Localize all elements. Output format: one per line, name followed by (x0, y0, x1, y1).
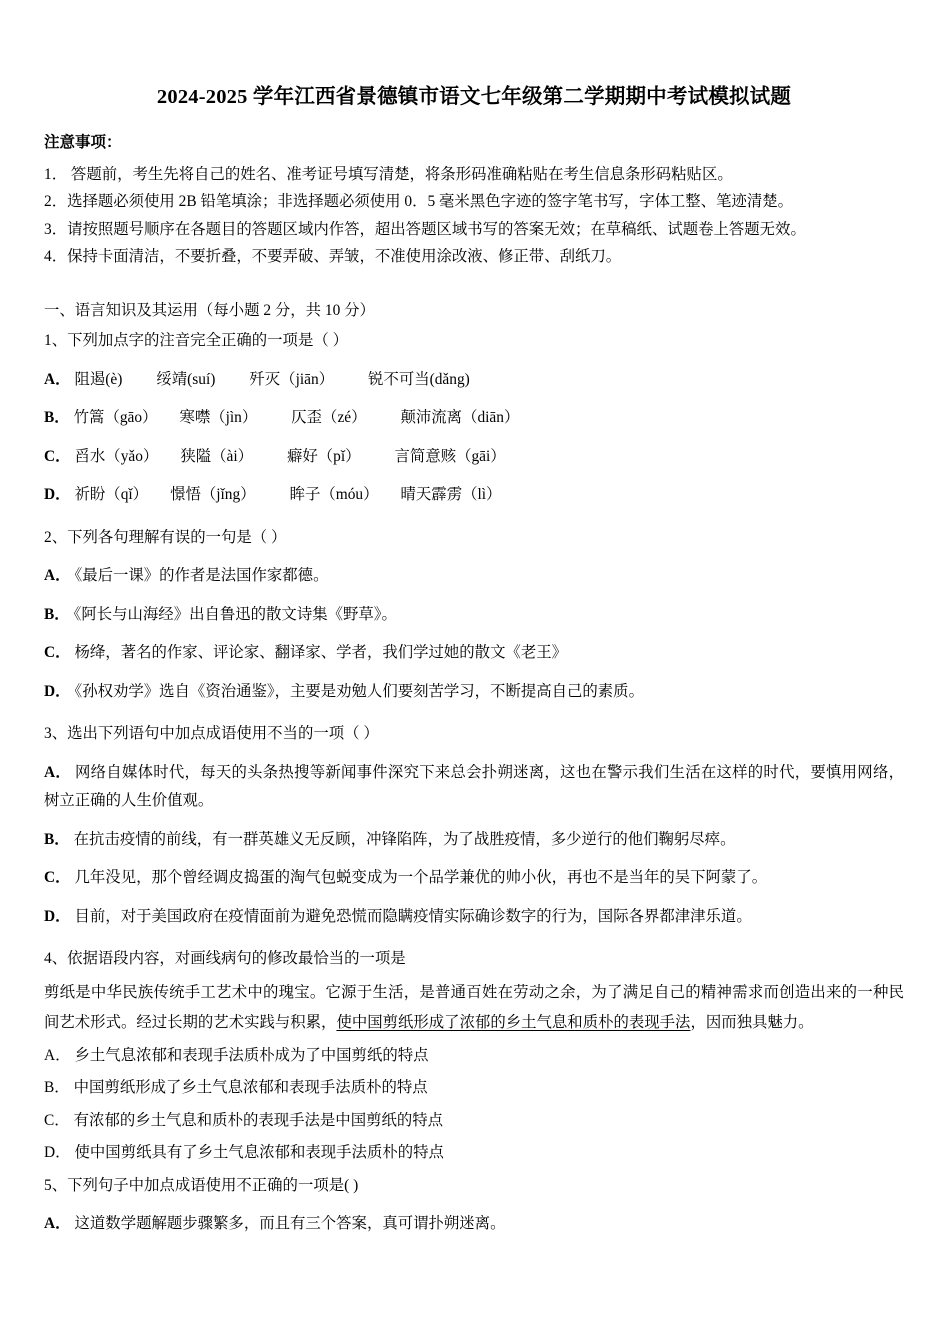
page-title: 2024-2025 学年江西省景德镇市语文七年级第二学期期中考试模拟试题 (156, 86, 792, 108)
option-part: 晴天霹雳（lì） (400, 486, 502, 504)
question-3-option-d (44, 903, 904, 932)
question-4-stem: 4、依据语段内容，对画线病句的修改最恰当的一项是 (44, 950, 406, 968)
question-2-stem: 2、下列各句理解有误的一句是（ ） (44, 528, 287, 546)
question-3-stem: 3、选出下列语句中加点成语使用不当的一项（ ） (44, 725, 379, 743)
option-label: B． (44, 605, 70, 623)
question-3-option-a (44, 759, 904, 816)
option-text: 中国剪纸形成了乡土气息浓郁和表现手法质朴的特点 (73, 1079, 428, 1097)
option-label: C． (44, 1111, 70, 1129)
option-text: 在抗击疫情的前线，有一群英雄义无反顾，冲锋陷阵，为了战胜疫情，多少逆行的他们鞠躬尽瘁。 (73, 830, 736, 848)
option-label: C． (44, 644, 71, 662)
question-1-option-c (44, 443, 904, 472)
notice-item: 1． 答题前，考生先将自己的姓名、准考证号填写清楚，将条形码准确粘贴在考生信息条形码粘贴区。 (44, 165, 733, 183)
option-text: 乡土气息浓郁和表现手法质朴成为了中国剪纸的特点 (74, 1046, 429, 1064)
option-label: D． (44, 486, 71, 504)
option-text: 《阿长与山海经》出自鲁迅的散文诗集《野草》。 (73, 605, 397, 623)
option-label: B． (44, 830, 70, 848)
option-part: 祈盼（qǐ） (74, 486, 149, 504)
notice-item: 3．请按照题号顺序在各题目的答题区域内作答，超出答题区域书写的答案无效；在草稿纸、试题卷上答题无效。 (44, 220, 806, 238)
option-label: C． (44, 447, 71, 465)
option-text: 有浓郁的乡土气息和质朴的表现手法是中国剪纸的特点 (73, 1111, 444, 1129)
option-part: 绥靖(suí) (156, 370, 216, 388)
option-part: 仄歪（zé） (291, 409, 367, 427)
option-part: 癖好（pǐ） (286, 447, 361, 465)
question-2-option-b (44, 601, 904, 630)
option-label: A． (44, 567, 71, 585)
question-1-option-d (44, 481, 904, 510)
option-text: 杨绛，著名的作家、评论家、翻译家、学者，我们学过她的散文《老王》 (74, 644, 568, 662)
option-part: 歼灭（jiān） (249, 370, 335, 388)
question-4-option-a (44, 1042, 904, 1071)
question-2-option-c (44, 639, 904, 668)
question-1-option-b (44, 404, 904, 433)
question-1-stem: 1、下列加点字的注音完全正确的一项是（ ） (44, 332, 348, 350)
question-2-option-d (44, 678, 904, 707)
notice-item: 2．选择题必须使用 2B 铅笔填涂；非选择题必须使用 0．5 毫米黑色字迹的签字笔书写，字体工整、笔迹清楚。 (44, 193, 794, 211)
option-part: 憬悟（jǐng） (170, 486, 256, 504)
option-label: C． (44, 869, 71, 887)
option-text: 网络自媒体时代，每天的头条热搜等新闻事件深究下来总会扑朔迷离，这也在警示我们生活在这样的时代，要慎用网络，树立正确的人生价值观。 (44, 763, 904, 810)
question-4-option-d (44, 1139, 904, 1168)
option-label: D． (44, 1144, 71, 1162)
option-part: 竹篙（gāo） (73, 409, 158, 427)
option-part: 眸子（móu） (289, 486, 379, 504)
option-label: D． (44, 907, 71, 925)
option-label: A． (44, 1046, 71, 1064)
option-text: 《孙权劝学》选自《资治通鉴》，主要是劝勉人们要刻苦学习，不断提高自己的素质。 (74, 682, 644, 700)
option-text: 几年没见，那个曾经调皮捣蛋的淘气包蜕变成为一个品学兼优的帅小伙，再也不是当年的吴下阿蒙了。 (74, 869, 768, 887)
question-3-option-b (44, 826, 904, 855)
option-text: 《最后一课》的作者是法国作家都德。 (74, 567, 329, 585)
option-text: 这道数学题解题步骤繁多，而且有三个答案，真可谓扑朔迷离。 (74, 1215, 506, 1233)
option-part: 舀水（yǎo） (74, 447, 159, 465)
option-part: 狭隘（ài） (180, 447, 253, 465)
question-5-option-a (44, 1210, 904, 1239)
option-label: B． (44, 409, 70, 427)
option-label: A． (44, 763, 72, 781)
question-1-option-a (44, 366, 904, 395)
question-4-option-c (44, 1107, 904, 1136)
option-text: 目前，对于美国政府在疫情面前为避免恐慌而隐瞒疫情实际确诊数字的行为，国际各界都津津乐道。 (74, 907, 752, 925)
section-title-one: 一、语言知识及其运用（每小题 2 分，共 10 分） (44, 301, 375, 319)
passage-part-1: 剪纸是中华民族传统手工艺术中的瑰宝。它源于生活，是普通百姓在劳动之余，为了满足自己的精神需求而创造出来的一种民间艺术形式。经过长期的艺术实践与积累， (44, 983, 904, 1031)
notice-list (44, 161, 904, 271)
option-text: 使中国剪纸具有了乡土气息浓郁和表现手法质朴的特点 (74, 1144, 444, 1162)
option-label: B． (44, 1079, 70, 1097)
option-label: D． (44, 682, 71, 700)
passage-part-2: ，因而独具魅力。 (690, 1013, 814, 1031)
question-2-option-a (44, 562, 904, 591)
question-5-stem: 5、下列句子中加点成语使用不正确的一项是( ) (44, 1176, 359, 1194)
question-4-passage (44, 978, 904, 1038)
option-part: 言简意赅（gāi） (394, 447, 506, 465)
passage-underlined-clause: 使中国剪纸形成了浓郁的乡土气息和质朴的表现手法 (336, 1013, 691, 1031)
question-4-option-b (44, 1074, 904, 1103)
option-part: 阻遏(è) (74, 370, 123, 388)
notice-item: 4．保持卡面清洁，不要折叠，不要弄破、弄皱，不准使用涂改液、修正带、刮纸刀。 (44, 248, 622, 266)
notice-heading: 注意事项： (44, 133, 122, 151)
question-3-option-c (44, 864, 904, 893)
option-part: 颠沛流离（diān） (400, 409, 520, 427)
option-part: 寒噤（jìn） (179, 409, 258, 427)
option-label: A． (44, 370, 71, 388)
option-label: A． (44, 1215, 71, 1233)
option-part: 锐不可当(dǎng) (368, 370, 470, 388)
